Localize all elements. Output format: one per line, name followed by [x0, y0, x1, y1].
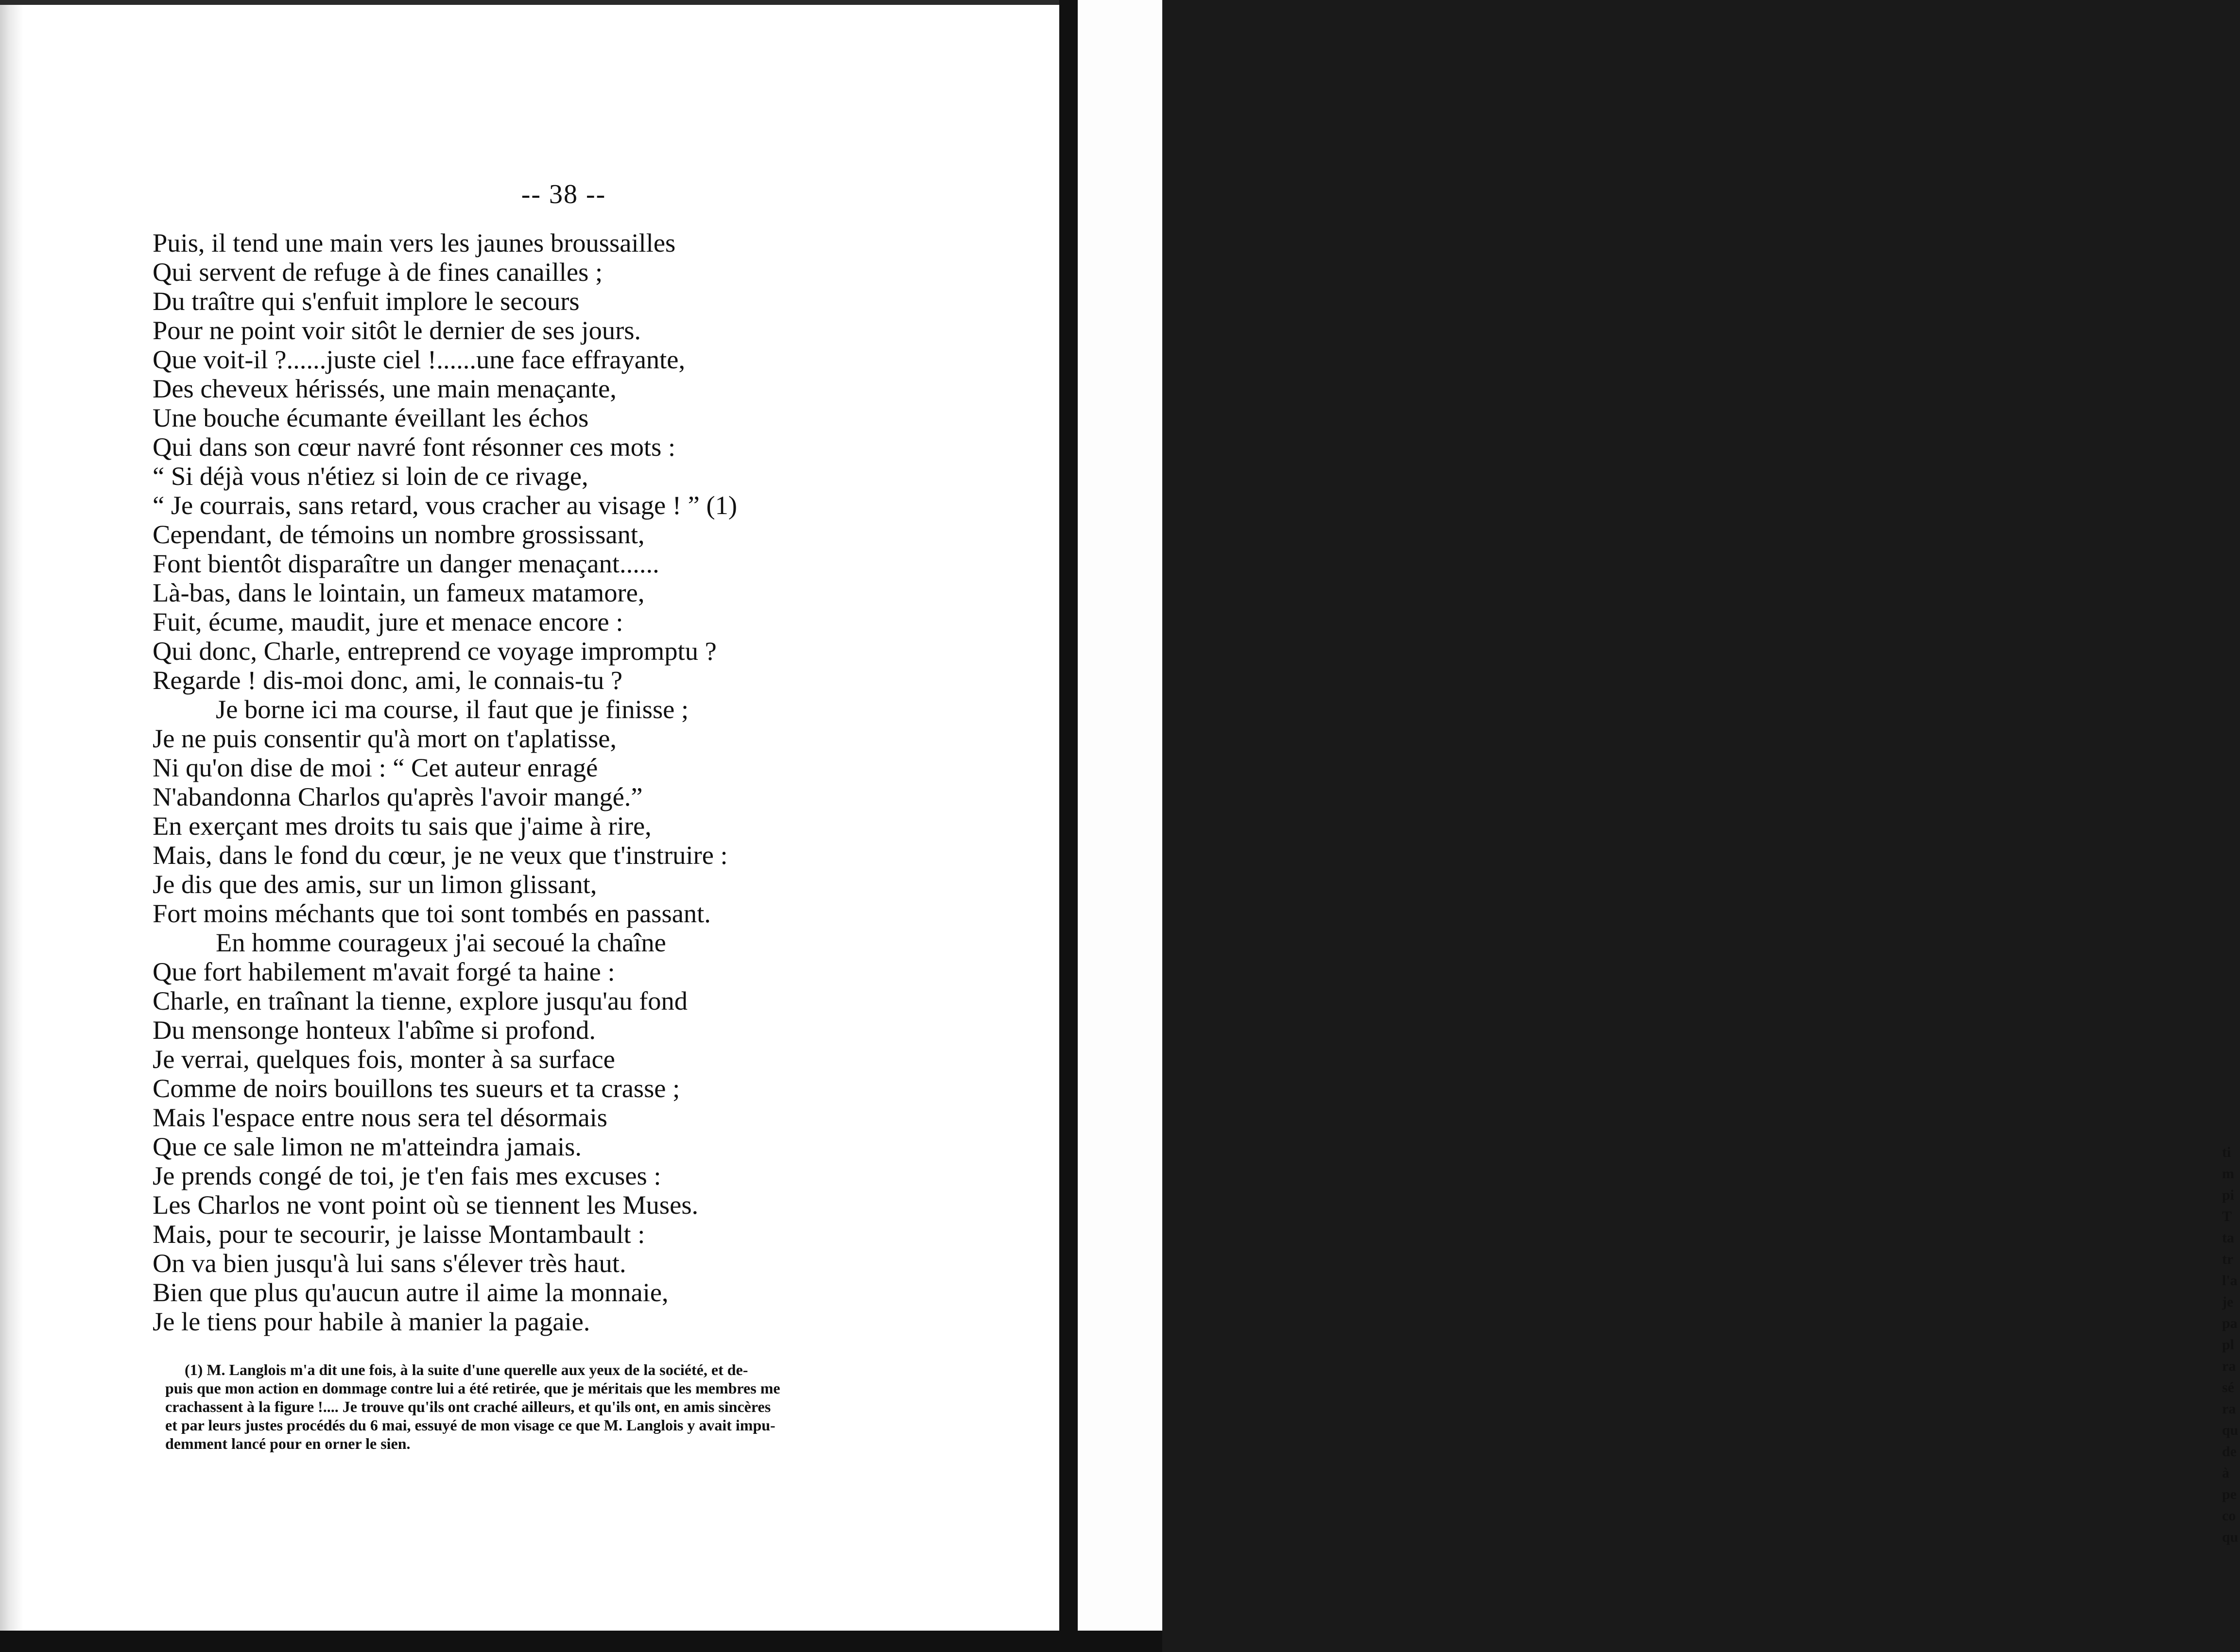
verse-line: En homme courageux j'ai secoué la chaîne: [216, 928, 666, 957]
adjacent-page-fragment: co: [2222, 1508, 2236, 1524]
verse-line: Je le tiens pour habile à manier la pagaie.: [153, 1307, 590, 1336]
adjacent-page-fragment: à: [2222, 1465, 2229, 1481]
verse-line: Mais, dans le fond du cœur, je ne veux que t'instruire :: [153, 840, 728, 870]
verse-line: Je verrai, quelques fois, monter à sa surface: [153, 1044, 615, 1074]
footnote-line: puis que mon action en dommage contre lui a été retirée, que je méritais que les membres me: [165, 1379, 780, 1397]
verse-line: Pour ne point voir sitôt le dernier de ses jours.: [153, 315, 641, 345]
footnote-line: et par leurs justes procédés du 6 mai, essuyé de mon visage ce que M. Langlois y avait impu-: [165, 1416, 775, 1434]
verse-line: Ni qu'on dise de moi : “ Cet auteur enragé: [153, 753, 598, 782]
verse-line: “ Si déjà vous n'étiez si loin de ce rivage,: [153, 461, 588, 491]
verse-line: Je ne puis consentir qu'à mort on t'aplatisse,: [153, 723, 617, 753]
verse-line: Font bientôt disparaître un danger menaçant......: [153, 549, 659, 578]
verse-line: Qui donc, Charle, entreprend ce voyage impromptu ?: [153, 636, 717, 666]
verse-line: Que voit-il ?......juste ciel !......une face effrayante,: [153, 344, 686, 374]
verse-line: N'abandonna Charlos qu'après l'avoir mangé.”: [153, 782, 643, 811]
footnote: [165, 1360, 977, 1453]
verse-line: Fort moins méchants que toi sont tombés en passant.: [153, 898, 711, 928]
adjacent-page-fragment: ra: [2222, 1401, 2236, 1417]
adjacent-page-fragment: pi: [2222, 1187, 2235, 1203]
verse-line: Qui dans son cœur navré font résonner ces mots :: [153, 432, 676, 462]
adjacent-page-fragment: pe: [2222, 1486, 2237, 1502]
adjacent-page-fragment: de: [2222, 1444, 2237, 1460]
verse-line: Que fort habilement m'avait forgé ta haine :: [153, 957, 615, 986]
adjacent-page-fragment: m: [2222, 1166, 2234, 1182]
poem-text: [153, 228, 940, 1336]
adjacent-page-fragment: ti: [2222, 1144, 2231, 1160]
verse-line: En exerçant mes droits tu sais que j'aime à rire,: [153, 811, 652, 841]
verse-line: Du traître qui s'enfuit implore le secours: [153, 286, 580, 316]
verse-line: Je prends congé de toi, je t'en fais mes excuses :: [153, 1161, 661, 1190]
footnote-line: crachassent à la figure !.... Je trouve qu'ils ont craché ailleurs, et qu'ils ont, en amis sincères: [165, 1398, 771, 1415]
verse-line: Les Charlos ne vont point où se tiennent les Muses.: [153, 1190, 699, 1220]
adjacent-page-fragment: T: [2222, 1208, 2232, 1224]
adjacent-page-fragment: qu: [2222, 1422, 2239, 1438]
adjacent-page-fragment: ta: [2222, 1230, 2234, 1246]
adjacent-page-fragment: pl: [2222, 1337, 2235, 1353]
verse-line: Comme de noirs bouillons tes sueurs et ta crasse ;: [153, 1073, 680, 1103]
footnote-line: demment lancé pour en orner le sien.: [165, 1435, 411, 1452]
verse-line: Des cheveux hérissés, une main menaçante,: [153, 374, 617, 403]
book-page: [0, 0, 1059, 1652]
verse-line: Je borne ici ma course, il faut que je finisse ;: [216, 694, 689, 724]
verse-line: Fuit, écume, maudit, jure et menace encore :: [153, 607, 623, 637]
verse-line: Du mensonge honteux l'abîme si profond.: [153, 1015, 596, 1045]
verse-line: Qui servent de refuge à de fines canailles ;: [153, 257, 603, 287]
adjacent-page-fragment: pa: [2222, 1315, 2238, 1331]
verse-line: Que ce sale limon ne m'atteindra jamais.: [153, 1132, 582, 1161]
adjacent-page-edge: [1078, 0, 2239, 1652]
verse-line: Mais l'espace entre nous sera tel désormais: [153, 1102, 608, 1132]
verse-line: Une bouche écumante éveillant les échos: [153, 403, 589, 432]
adjacent-page-fragment: tr: [2222, 1251, 2234, 1267]
scan-binding-shadow: [1059, 0, 1078, 1652]
page-gutter-edge: [0, 0, 23, 1652]
verse-line: Cependant, de témoins un nombre grossissant,: [153, 519, 645, 549]
verse-line: Mais, pour te secourir, je laisse Montambault :: [153, 1219, 645, 1249]
adjacent-page-fragment: l'a: [2222, 1273, 2238, 1289]
adjacent-page-fragment: sé: [2222, 1379, 2234, 1395]
scan-top-border: [0, 0, 1059, 5]
scan-bottom-border: [0, 1631, 1162, 1652]
verse-line: Puis, il tend une main vers les jaunes broussailles: [153, 228, 676, 258]
footnote-line: (1) M. Langlois m'a dit une fois, à la suite d'une querelle aux yeux de la société, et de-: [185, 1361, 748, 1378]
adjacent-page-text-fragments: [2222, 1142, 2240, 1548]
page-number: -- 38 --: [521, 179, 606, 209]
adjacent-page-fragment: ra: [2222, 1358, 2236, 1374]
verse-line: Charle, en traînant la tienne, explore jusqu'au fond: [153, 986, 688, 1015]
verse-line: Je dis que des amis, sur un limon glissant,: [153, 869, 597, 899]
verse-line: On va bien jusqu'à lui sans s'élever très haut.: [153, 1248, 626, 1278]
adjacent-page-fragment: qu: [2222, 1529, 2239, 1545]
verse-line: Là-bas, dans le lointain, un fameux matamore,: [153, 578, 645, 607]
verse-line: “ Je courrais, sans retard, vous cracher au visage ! ” (1): [153, 490, 737, 520]
verse-line: Regarde ! dis-moi donc, ami, le connais-tu ?: [153, 665, 623, 695]
verse-line: Bien que plus qu'aucun autre il aime la monnaie,: [153, 1277, 669, 1307]
adjacent-page-fragment: je: [2222, 1294, 2234, 1310]
